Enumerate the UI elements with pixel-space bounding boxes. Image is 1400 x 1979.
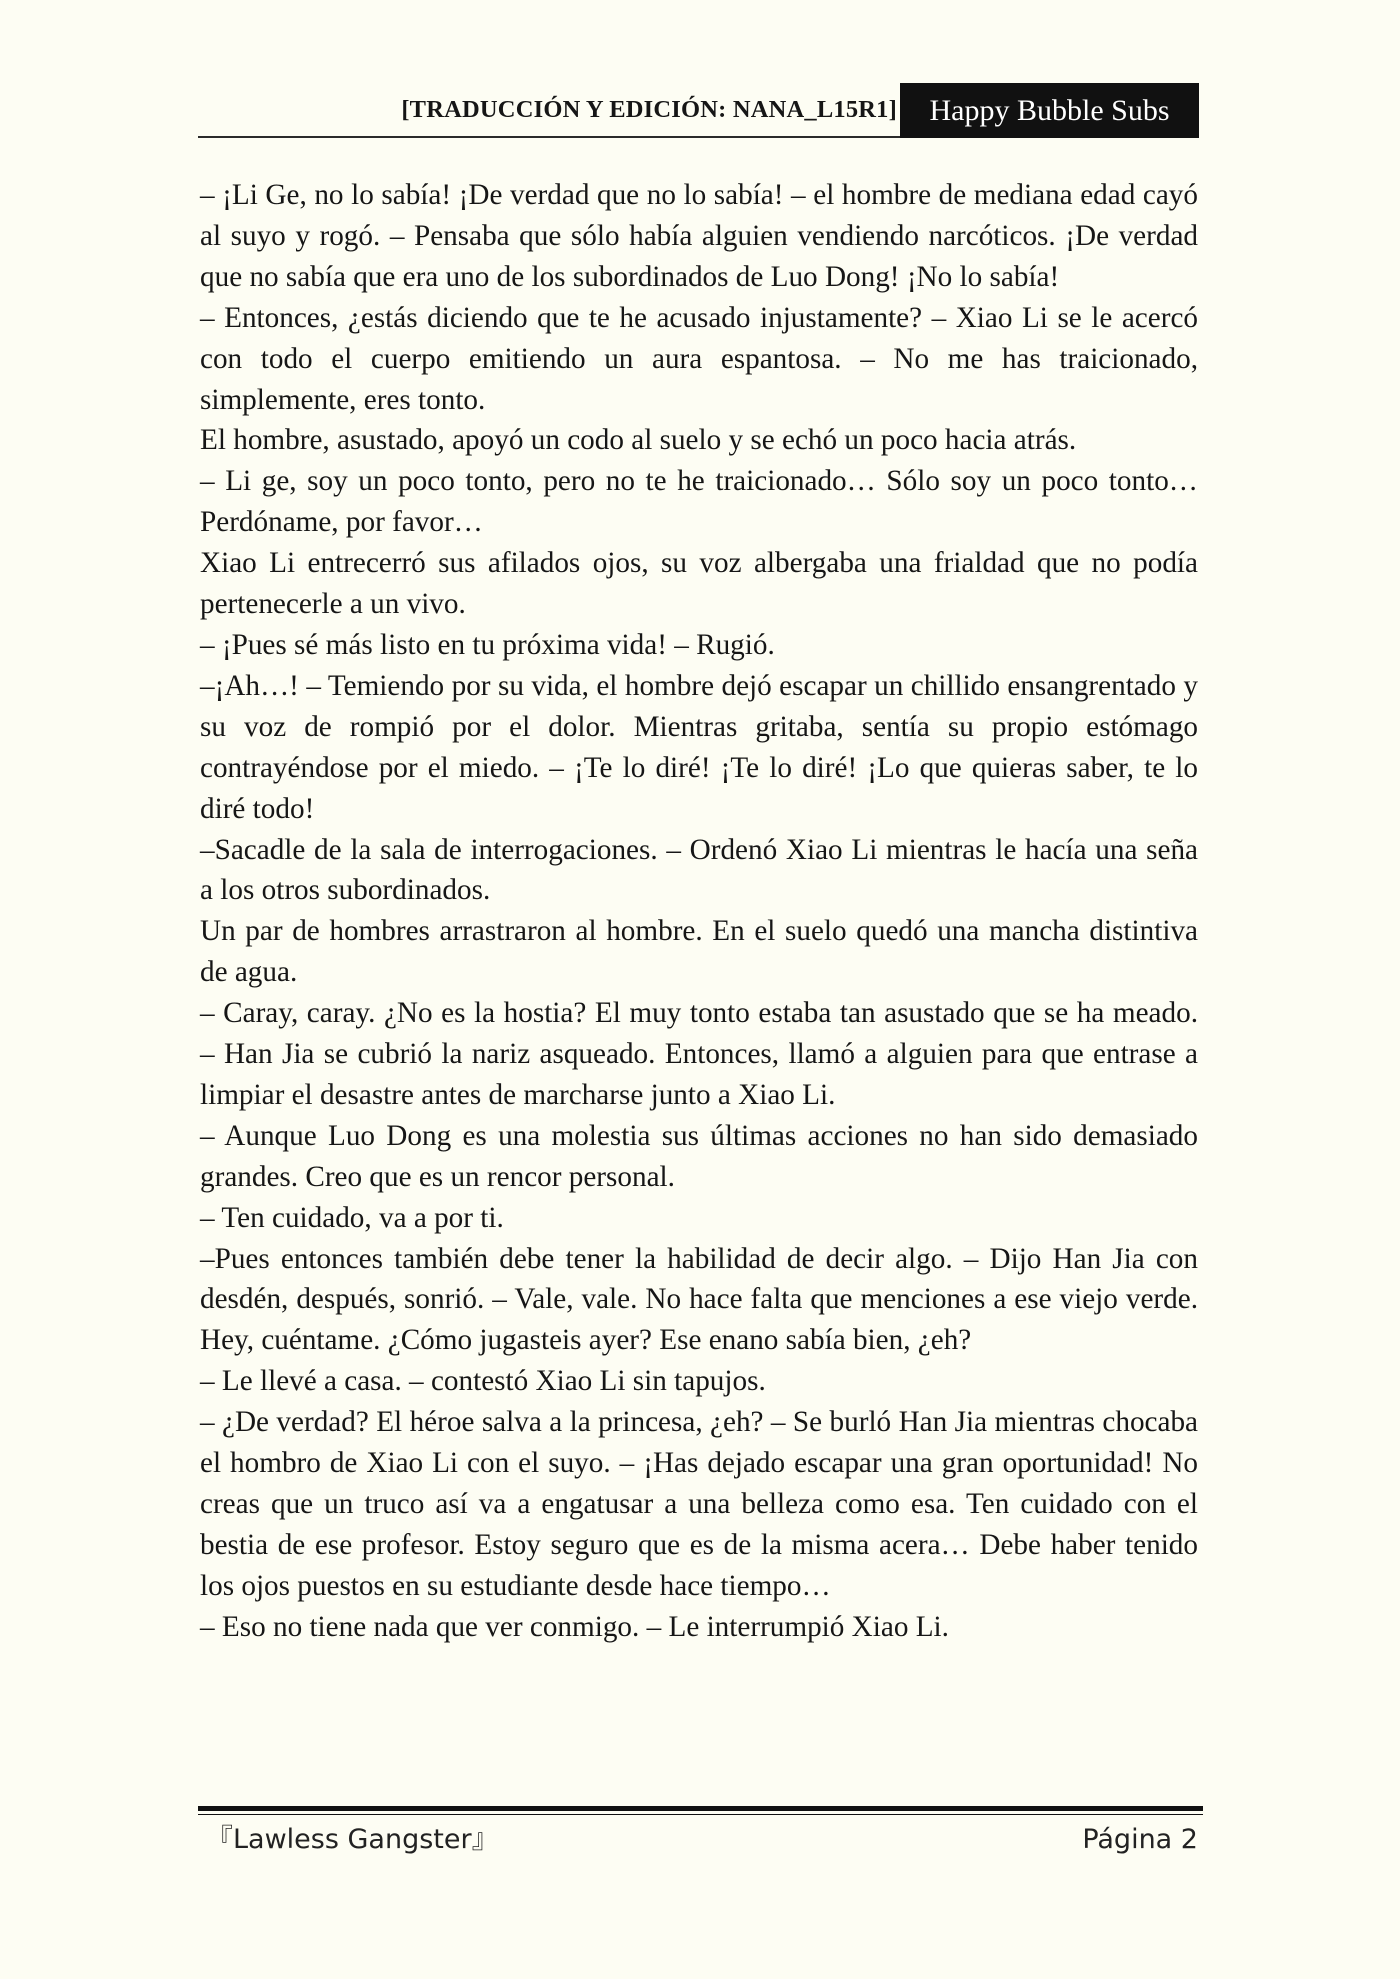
paragraph: – Caray, caray. ¿No es la hostia? El muy tonto estaba tan asustado que se ha meado. – Han Jia se cubrió la nariz asqueado. Entonces, llamó a alguien para que entrase a limpiar el desastre antes de marcharse junto a Xiao Li.: [200, 997, 1198, 1111]
paragraph: – Eso no tiene nada que ver conmigo. – Le interrumpió Xiao Li.: [200, 1610, 949, 1643]
footer-divider-thin: [198, 1814, 1203, 1815]
page-number: Página 2: [1082, 1824, 1198, 1855]
brand-label: Happy Bubble Subs: [900, 83, 1199, 138]
paragraph: – Li ge, soy un poco tonto, pero no te he traicionado… Sólo soy un poco tonto… Perdóname, por favor…: [200, 465, 1198, 539]
paragraph: – Entonces, ¿estás diciendo que te he acusado injustamente? – Xiao Li se le acercó con todo el cuerpo emitiendo un aura espantosa. – No me has traicionado, simplemente, eres tonto.: [200, 301, 1198, 416]
paragraph: – ¡Pues sé más listo en tu próxima vida! – Rugió.: [200, 628, 775, 661]
paragraph: –¡Ah…! – Temiendo por su vida, el hombre dejó escapar un chillido ensangrentado y su voz de rompió por el dolor. Mientras gritaba, sentía su propio estómago contrayéndose por el miedo. – ¡Te lo diré! ¡Te lo diré! ¡Lo que quieras saber, te lo diré todo!: [200, 669, 1198, 825]
paragraph: – Le llevé a casa. – contestó Xiao Li sin tapujos.: [200, 1365, 766, 1398]
paragraph: – ¡Li Ge, no lo sabía! ¡De verdad que no lo sabía! – el hombre de mediana edad cayó al suyo y rogó. – Pensaba que sólo había alguien vendiendo narcóticos. ¡De verdad que no sabía que era uno de los subordinados de Luo Dong! ¡No lo sabía!: [200, 179, 1198, 293]
body-text: [200, 175, 1198, 1648]
paragraph: Un par de hombres arrastraron al hombre. En el suelo quedó una mancha distintiva de agua.: [200, 915, 1198, 989]
footer-divider: [198, 1806, 1203, 1811]
paragraph: El hombre, asustado, apoyó un codo al suelo y se echó un poco hacia atrás.: [200, 424, 1077, 457]
book-title: 『Lawless Gangster』: [206, 1824, 499, 1855]
page-header: [198, 84, 1199, 138]
paragraph: –Pues entonces también debe tener la habilidad de decir algo. – Dijo Han Jia con desdén, después, sonrió. – Vale, vale. No hace falta que menciones a ese viejo verde. Hey, cuéntame. ¿Cómo jugasteis ayer? Ese enano sabía bien, ¿eh?: [200, 1242, 1198, 1357]
paragraph: – Ten cuidado, va a por ti.: [200, 1201, 504, 1234]
paragraph: –Sacadle de la sala de interrogaciones. – Ordenó Xiao Li mientras le hacía una seña a los otros subordinados.: [200, 833, 1198, 907]
paragraph: – Aunque Luo Dong es una molestia sus últimas acciones no han sido demasiado grandes. Creo que es un rencor personal.: [200, 1119, 1198, 1193]
translation-credit: [TRADUCCIÓN Y EDICIÓN: NANA_L15R1]: [401, 96, 897, 123]
paragraph: Xiao Li entrecerró sus afilados ojos, su voz albergaba una frialdad que no podía pertenecerle a un vivo.: [200, 547, 1198, 621]
paragraph: – ¿De verdad? El héroe salva a la princesa, ¿eh? – Se burló Han Jia mientras chocaba el hombro de Xiao Li con el suyo. – ¡Has dejado escapar una gran oportunidad! No creas que un truco así va a engatusar a una belleza como esa. Ten cuidado con el bestia de ese profesor. Estoy seguro que es de la misma acera… Debe haber tenido los ojos puestos en su estudiante desde hace tiempo…: [200, 1406, 1198, 1602]
